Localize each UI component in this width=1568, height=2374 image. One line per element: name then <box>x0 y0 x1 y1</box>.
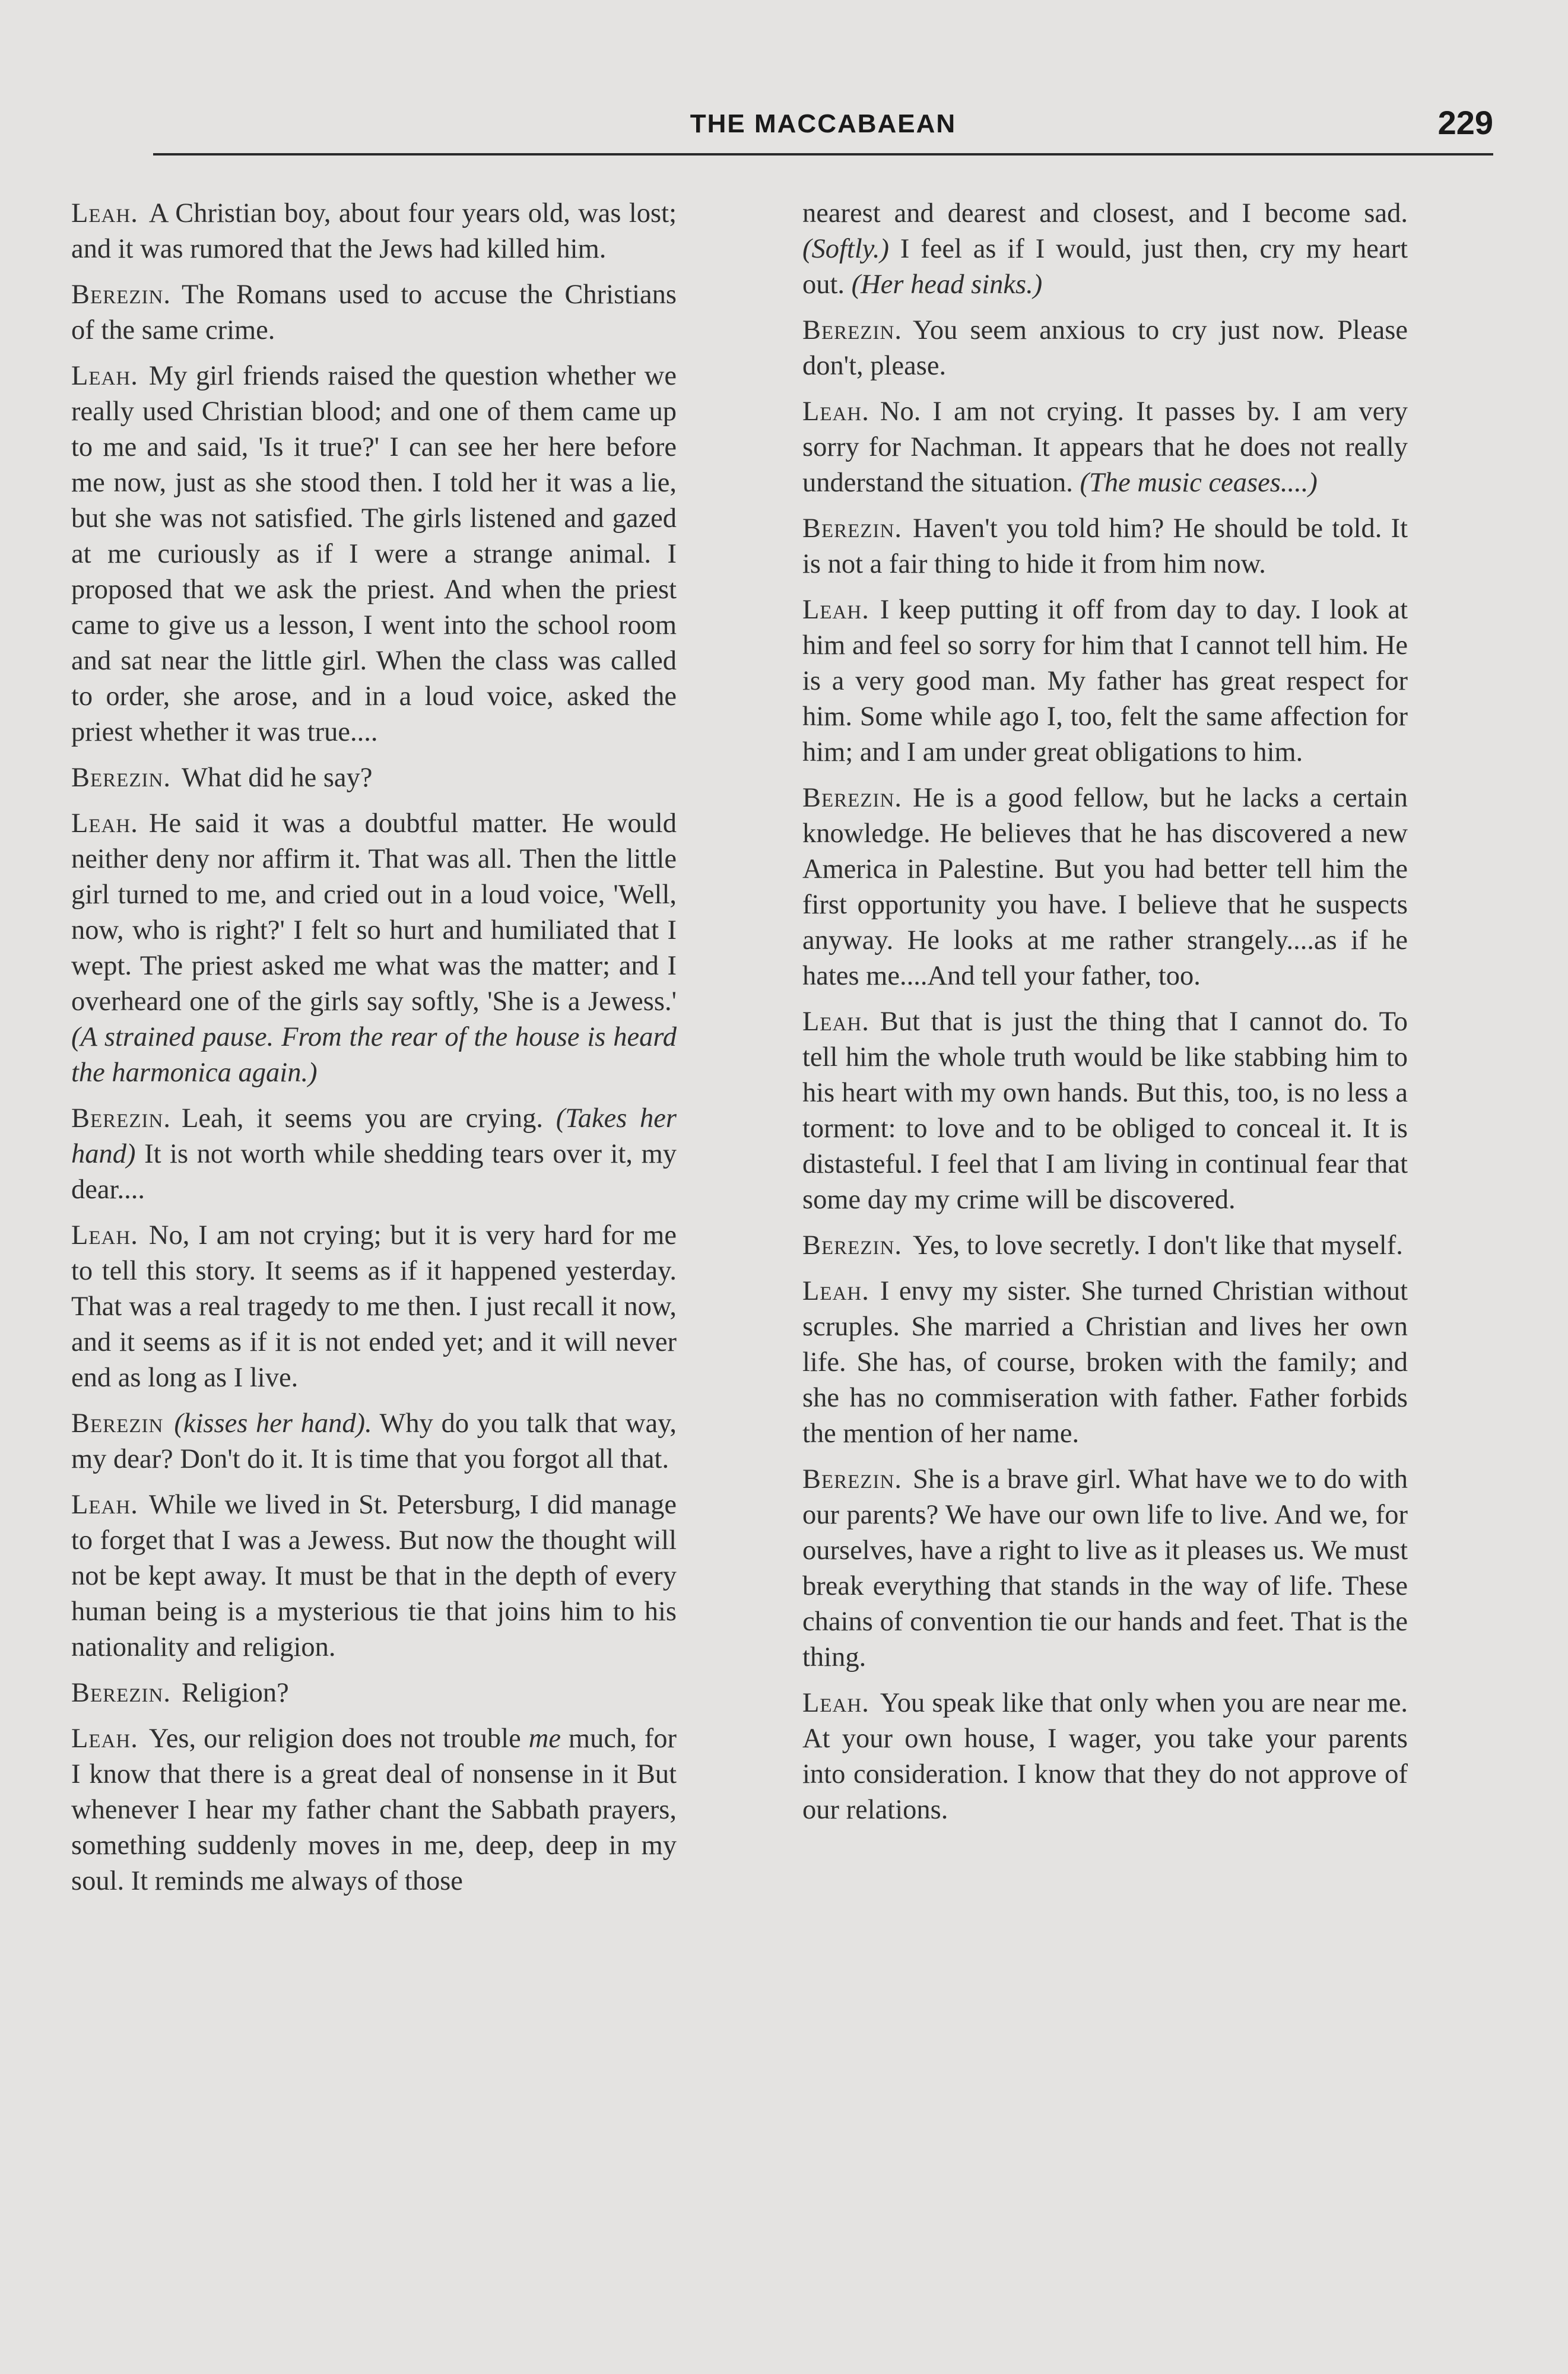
speaker-name: Leah. <box>802 1007 869 1037</box>
dialogue-paragraph <box>802 394 1408 501</box>
dialogue-paragraph <box>71 1675 677 1711</box>
dialogue-text: My girl friends raised the question whether we really used Christian blood; and one of them came up to me and said, 'Is it true?' I can see her here before me now, just as she stood then. I told her it was a lie, but she was not satisfied. The girls listened and gazed at me curiously as if I were a strange animal. I proposed that we ask the priest. And when the priest came to give us a lesson, I went into the school room and sat near the little girl. When the class was called to order, she arose, and in a loud voice, asked the priest whether it was true.... <box>71 361 677 747</box>
stage-direction: (kisses her hand). <box>174 1408 372 1439</box>
emphasized-word: me <box>528 1724 561 1754</box>
dialogue-text: I envy my sister. She turned Christian without scruples. She married a Christian and lives her own life. She has, of course, broken with the family; and she has no commiseration with father. Father forbids the mention of her name. <box>802 1276 1408 1449</box>
dialogue-text: What did he say? <box>181 763 373 793</box>
dialogue-text: A Christian boy, about four years old, was lost; and it was rumored that the Jews had killed him. <box>71 198 677 264</box>
dialogue-text: Religion? <box>181 1678 289 1708</box>
dialogue-paragraph <box>802 1004 1408 1218</box>
dialogue-text: I feel as if I would, just then, cry my heart out. <box>802 234 1408 300</box>
dialogue-paragraph <box>71 1721 677 1899</box>
left-column <box>71 196 677 1909</box>
dialogue-paragraph <box>71 1101 677 1208</box>
dialogue-paragraph <box>802 313 1408 384</box>
speaker-name: Leah. <box>802 595 869 625</box>
speaker-name: Berezin. <box>71 280 171 310</box>
stage-direction: (The music ceases....) <box>1080 468 1318 498</box>
speaker-name: Leah. <box>71 198 138 228</box>
speaker-name: Leah. <box>71 1220 138 1251</box>
speaker-name: Leah. <box>802 1276 869 1306</box>
speaker-name: Leah. <box>802 1688 869 1718</box>
dialogue-paragraph <box>71 1487 677 1665</box>
right-column <box>802 196 1408 1838</box>
dialogue-text: Yes, our religion does not trouble <box>148 1724 521 1754</box>
dialogue-text: Yes, to love secretly. I don't like that myself. <box>912 1230 1403 1261</box>
speaker-name: Leah. <box>802 396 869 427</box>
dialogue-paragraph <box>802 196 1408 303</box>
speaker-name: Berezin. <box>71 763 171 793</box>
dialogue-text: No, I am not crying; but it is very hard for me to tell this story. It seems as if it happened yesterday. That was a real tragedy to me then. I just recall it now, and it seems as if it is not ended yet; and it will never end as long as I live. <box>71 1220 677 1393</box>
page-number: 229 <box>1437 104 1493 141</box>
stage-direction: (Takes her hand) <box>71 1103 677 1169</box>
running-head: THE MACCABAEAN <box>690 109 957 138</box>
speaker-name: Berezin. <box>802 1464 902 1494</box>
dialogue-text: You speak like that only when you are near me. At your own house, I wager, you take your parents into consideration. I know that they do not approve of our relations. <box>802 1688 1408 1825</box>
dialogue-text: She is a brave girl. What have we to do with our parents? We have our own life to live. And we, for ourselves, have a right to live as it pleases us. We must break everything that stands in the way of life. These chains of convention tie our hands and feet. That is the thing. <box>802 1464 1408 1672</box>
dialogue-paragraph <box>71 760 677 796</box>
dialogue-text: While we lived in St. Petersburg, I did manage to forget that I was a Jewess. But now the thought will not be kept away. It must be that in the depth of every human being is a mysterious tie that joins him to his nationality and religion. <box>71 1490 677 1662</box>
dialogue-paragraph <box>802 592 1408 770</box>
dialogue-paragraph <box>802 780 1408 994</box>
dialogue-text: The Romans used to accuse the Christians of the same crime. <box>71 280 677 345</box>
dialogue-text: But that is just the thing that I cannot do. To tell him the whole truth would be like stabbing him to his heart with my own hands. But this, too, is no less a torment: to love and to be obliged to conceal it. It is distasteful. I feel that I am living in continual fear that some day my crime will be discovered. <box>802 1007 1408 1215</box>
stage-direction: (Softly.) <box>802 234 889 264</box>
page-header <box>153 101 1493 154</box>
speaker-name: Leah. <box>71 1724 138 1754</box>
dialogue-text: I keep putting it off from day to day. I look at him and feel so sorry for him that I cannot tell him. He is a very good man. My father has great respect for him. Some while ago I, too, felt the same affection for him; and I am under great obligations to him. <box>802 595 1408 767</box>
dialogue-text: He said it was a doubtful matter. He would neither deny nor affirm it. That was all. Then the little girl turned to me, and cried out in a loud voice, 'Well, now, who is right?' I felt so hurt and humiliated that I wept. The priest asked me what was the matter; and I overheard one of the girls say softly, 'She is a Jewess.' <box>71 808 677 1017</box>
dialogue-text: Haven't you told him? He should be told. It is not a fair thing to hide it from him now. <box>802 513 1408 579</box>
speaker-name: Berezin. <box>802 1230 902 1261</box>
speaker-name: Berezin <box>71 1408 164 1439</box>
dialogue-text: Leah, it seems you are crying. <box>181 1103 544 1134</box>
dialogue-paragraph <box>71 1406 677 1477</box>
dialogue-text: nearest and dearest and closest, and I become sad. <box>802 198 1408 228</box>
dialogue-paragraph <box>71 806 677 1091</box>
speaker-name: Berezin. <box>71 1678 171 1708</box>
dialogue-text: He is a good fellow, but he lacks a certain knowledge. He believes that he has discovered a new America in Palestine. But you had better tell him the first opportunity you have. I believe that he suspects anyway. He looks at me rather strangely....as if he hates me....And tell your father, too. <box>802 783 1408 991</box>
dialogue-text: It is not worth while shedding tears over it, my dear.... <box>71 1139 677 1205</box>
dialogue-paragraph <box>802 1274 1408 1452</box>
header-rule <box>153 153 1493 155</box>
dialogue-paragraph <box>71 358 677 750</box>
speaker-name: Leah. <box>71 1490 138 1520</box>
dialogue-text: You seem anxious to cry just now. Please don't, please. <box>802 315 1408 381</box>
speaker-name: Berezin. <box>71 1103 171 1134</box>
dialogue-paragraph <box>802 1462 1408 1675</box>
stage-direction: (Her head sinks.) <box>851 269 1043 300</box>
dialogue-text: much, for I know that there is a great deal of nonsense in it But whenever I hear my father chant the Sabbath prayers, something suddenly moves in me, deep, deep in my soul. It reminds me always of those <box>71 1724 677 1896</box>
speaker-name: Leah. <box>71 361 138 391</box>
dialogue-paragraph <box>802 1686 1408 1828</box>
stage-direction: (A strained pause. From the rear of the house is heard the harmonica again.) <box>71 1022 677 1088</box>
dialogue-paragraph <box>71 277 677 348</box>
dialogue-text: No. I am not crying. It passes by. I am very sorry for Nachman. It appears that he does not really understand the situation. <box>802 396 1408 498</box>
speaker-name: Berezin. <box>802 513 902 544</box>
dialogue-paragraph <box>802 511 1408 582</box>
dialogue-paragraph <box>71 1218 677 1396</box>
dialogue-text: Why do you talk that way, my dear? Don't do it. It is time that you forgot all that. <box>71 1408 677 1474</box>
speaker-name: Berezin. <box>802 315 902 345</box>
speaker-name: Leah. <box>71 808 138 839</box>
dialogue-paragraph <box>71 196 677 267</box>
dialogue-paragraph <box>802 1228 1408 1264</box>
speaker-name: Berezin. <box>802 783 902 813</box>
